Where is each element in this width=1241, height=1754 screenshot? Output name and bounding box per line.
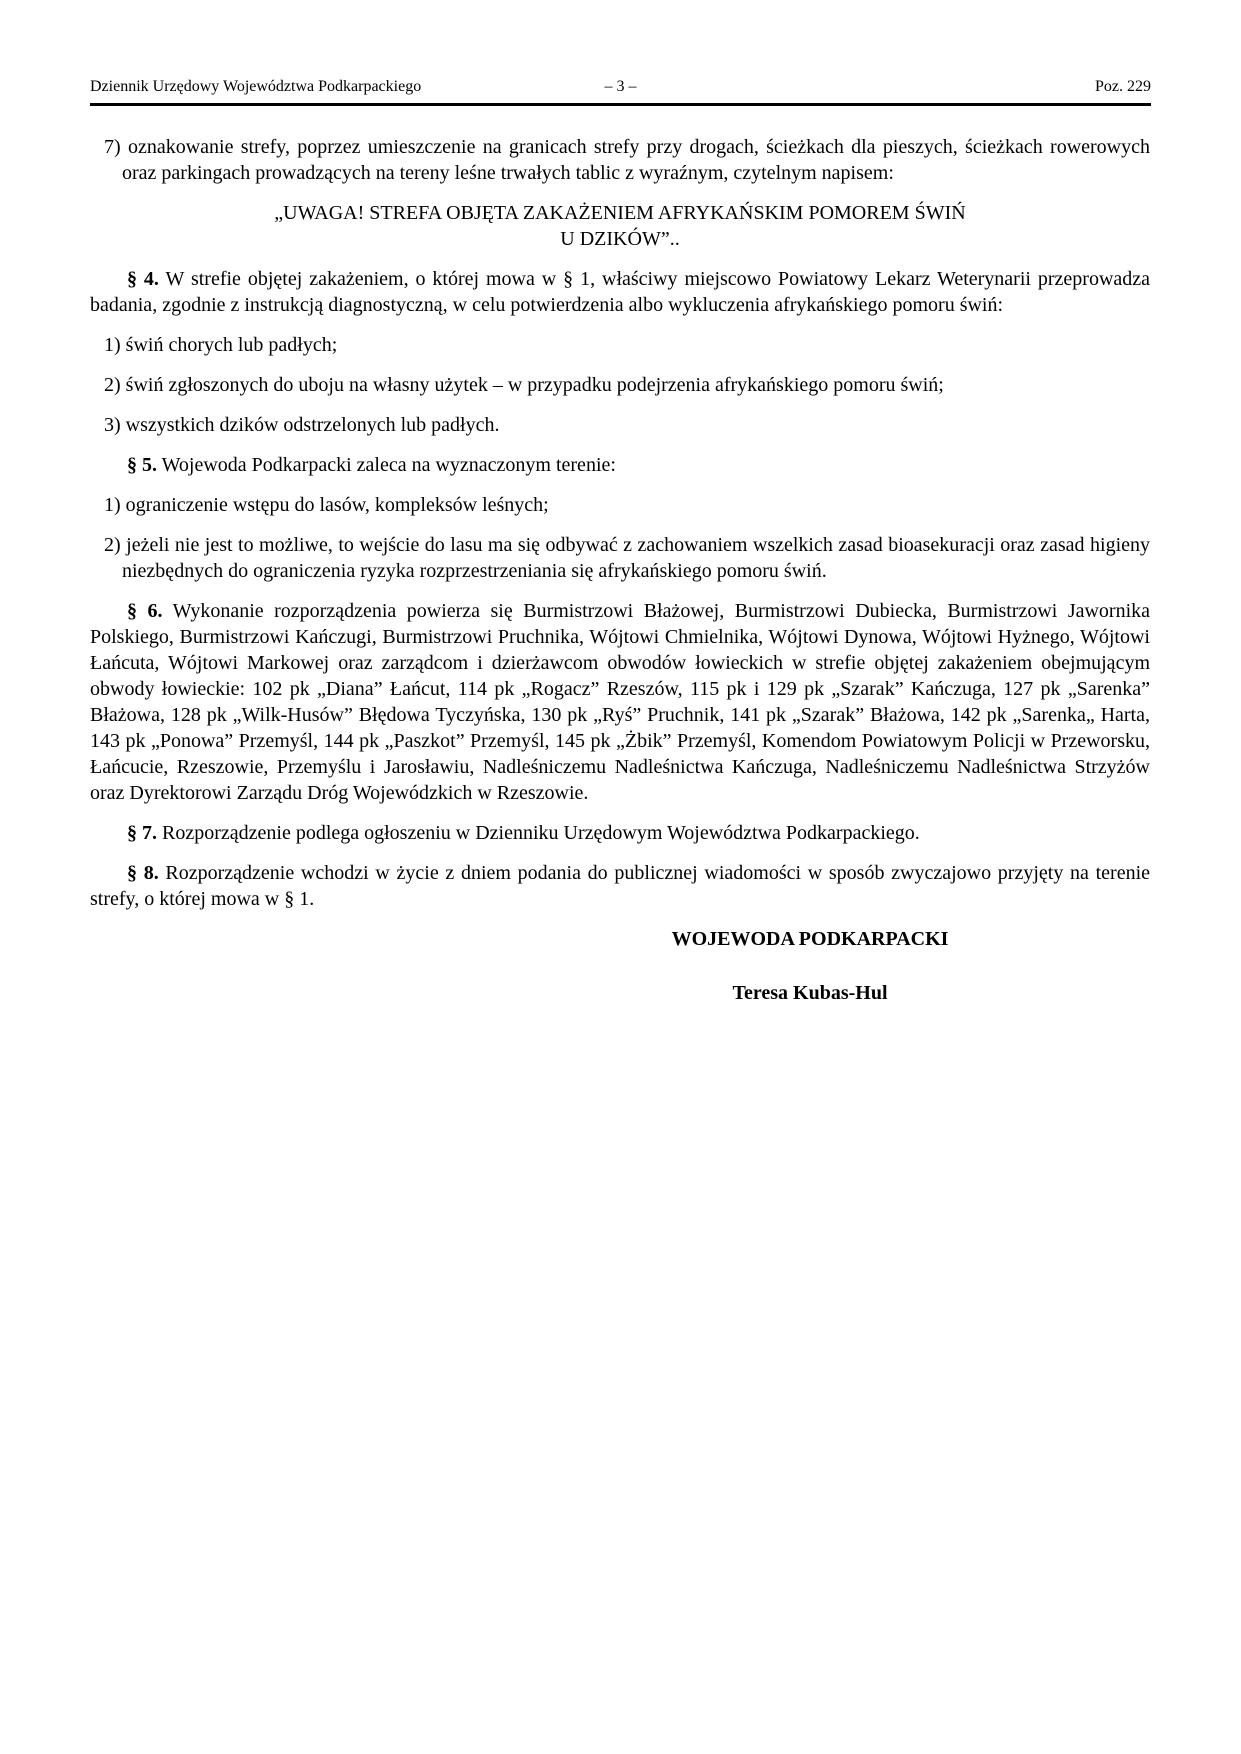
signature-block	[620, 926, 1000, 1006]
section-8-paragraph	[90, 860, 1150, 912]
section-text: Rozporządzenie wchodzi w życie z dniem podania do publicznej wiadomości w sposób zwyczajowo przyjęty na terenie strefy, o której mowa w § 1.	[90, 862, 1150, 910]
section-7-paragraph	[90, 820, 1150, 846]
page-header	[90, 77, 1151, 99]
item-text: świń chorych lub padłych;	[125, 334, 338, 356]
item-marker: 2)	[104, 374, 121, 396]
document-body	[90, 134, 1150, 1006]
section-marker: § 4.	[127, 268, 159, 290]
item-text: świń zgłoszonych do uboju na własny użytek – w przypadku podejrzenia afrykańskiego pomoru świń;	[125, 374, 944, 396]
notice-line-1: „UWAGA! STREFA OBJĘTA ZAKAŻENIEM AFRYKAŃSKIM POMOREM ŚWIŃ	[274, 202, 966, 224]
section-marker: § 6.	[127, 600, 163, 622]
signature-title: WOJEWODA PODKARPACKI	[671, 928, 949, 950]
section-text: Wykonanie rozporządzenia powierza się Burmistrzowi Błażowej, Burmistrzowi Dubiecka, Burmistrzowi Jawornika Polskiego, Burmistrzowi Kańczugi, Burmistrzowi Pruchnika, Wójtowi Chmielnika, Wójtowi Dynowa, Wójtowi Hyżnego, Wójtowi Łańcuta, Wójtowi Markowej oraz zarządcom i dzierżawcom obwodów łowieckich w strefie objętej zakażeniem obejmującym obwody łowieckie: 102 pk „Diana” Łańcut, 114 pk „Rogacz” Rzeszów, 115 pk i 129 pk „Szarak” Kańczuga, 127 pk „Sarenka” Błażowa, 128 pk „Wilk-Husów” Błędowa Tyczyńska, 130 pk „Ryś” Pruchnik, 141 pk „Szarak” Błażowa, 142 pk „Sarenka„ Harta, 143 pk „Ponowa” Przemyśl, 144 pk „Paszkot” Przemyśl, 145 pk „Żbik” Przemyśl, Komendom Powiatowym Policji w Przeworsku, Łańcucie, Rzeszowie, Przemyślu i Jarosławiu, Nadleśniczemu Nadleśnictwa Kańczuga, Nadleśniczemu Nadleśnictwa Strzyżów oraz Dyrektorowi Zarządu Dróg Wojewódzkich w Rzeszowie.	[90, 600, 1151, 804]
item-marker: 1)	[104, 494, 121, 516]
section-5-item-2	[90, 532, 1150, 584]
item-marker: 1)	[104, 334, 121, 356]
item-text: jeżeli nie jest to możliwe, to wejście do lasu ma się odbywać z zachowaniem wszelkich zasad bioasekuracji oraz zasad higieny niezbędnych do ograniczenia ryzyka rozprzestrzeniania się afrykańskiego pomoru świń.	[122, 534, 1151, 582]
item-text: wszystkich dzików odstrzelonych lub padłych.	[125, 414, 500, 436]
item-marker: 7)	[104, 136, 121, 158]
notice-line-2: U DZIKÓW”..	[560, 228, 680, 250]
section-marker: § 8.	[127, 862, 159, 884]
header-page-number: – 3 –	[604, 78, 637, 95]
header-rule	[90, 103, 1151, 106]
section-5-item-1	[90, 492, 1150, 518]
item-marker: 2)	[104, 534, 121, 556]
section-4-item-2	[90, 372, 1150, 398]
section-text: W strefie objętej zakażeniem, o której mowa w § 1, właściwy miejscowo Powiatowy Lekarz Weterynarii przeprowadza badania, zgodnie z instrukcją diagnostyczną, w celu potwierdzenia albo wykluczenia afrykańskiego pomoru świń:	[90, 268, 1151, 316]
section-4-paragraph	[90, 266, 1150, 318]
notice-block	[90, 200, 1150, 252]
section-5-paragraph	[90, 452, 1150, 478]
section-text: Wojewoda Podkarpacki zaleca na wyznaczonym terenie:	[161, 454, 616, 476]
section-marker: § 7.	[127, 822, 157, 844]
signature-name: Teresa Kubas-Hul	[732, 982, 888, 1004]
section-6-paragraph	[90, 598, 1150, 806]
section-text: Rozporządzenie podlega ogłoszeniu w Dzienniku Urzędowym Województwa Podkarpackiego.	[162, 822, 920, 844]
item-text: ograniczenie wstępu do lasów, kompleksów leśnych;	[125, 494, 549, 516]
header-journal-title: Dziennik Urzędowy Województwa Podkarpackiego	[90, 78, 422, 95]
header-position-number: Poz. 229	[1095, 78, 1151, 95]
section-4-item-3	[90, 412, 1150, 438]
item-text: oznakowanie strefy, poprzez umieszczenie na granicach strefy przy drogach, ścieżkach dla pieszych, ścieżkach rowerowych oraz parkingach prowadzących na tereny leśne trwałych tablic z wyraźnym, czytelnym napisem:	[122, 136, 1151, 184]
section-4-item-1	[90, 332, 1150, 358]
section-marker: § 5.	[127, 454, 157, 476]
item-marker: 3)	[104, 414, 121, 436]
list-item-7	[90, 134, 1150, 186]
